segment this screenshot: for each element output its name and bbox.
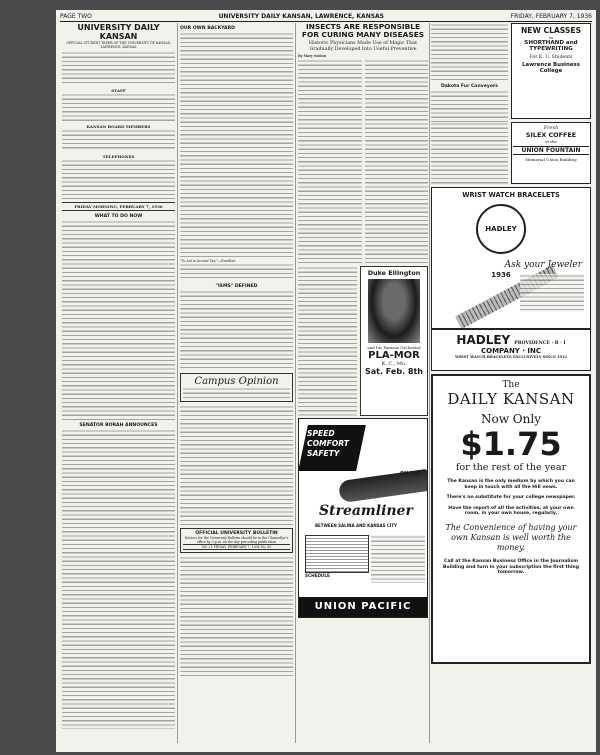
- schedule-table: [305, 535, 369, 573]
- kansan-para-3: Have the report of all the activities, at your own room, in your own house, regularly.: [448, 505, 574, 517]
- bulletin-subtitle: Notices for the University Bulletin should be in the Chancellor's office by 3 p.m. on the day preceding publication: [184, 536, 289, 545]
- kansan-price: $1.75: [460, 425, 562, 463]
- ellington-ad: [360, 266, 428, 416]
- new-classes: NEW CLASSES: [520, 26, 582, 35]
- ellington-orchestra: and his Famous Orchestra: [367, 345, 421, 351]
- kansan-para-1: The Kansan is the only medium by which you can keep in touch with all the Hill news.: [447, 479, 575, 490]
- masthead: UNIVERSITY DAILY KANSAN: [77, 23, 160, 41]
- hadley-badge: HADLEY 1936: [476, 204, 526, 254]
- ellington-name: Duke Ellington: [367, 269, 421, 278]
- silex-label: SILEX COFFEE: [525, 131, 577, 139]
- page-header: [60, 12, 592, 22]
- memorial-union: Memorial Union Building: [525, 157, 577, 162]
- shorthand: SHORTHAND and TYPEWRITING: [524, 40, 578, 53]
- kansan-now-only: Now Only: [481, 412, 541, 426]
- hadley-name: HADLEY: [456, 333, 511, 347]
- in-word: in: [549, 35, 553, 40]
- telephones-heading: TELEPHONES: [102, 154, 135, 159]
- backyard-headline: OUR OWN BACKYARD: [180, 26, 235, 31]
- for-ku: For K. U. Students: [529, 54, 573, 60]
- page-number: PAGE TWO: [60, 13, 92, 20]
- bulletin-box: [180, 528, 293, 553]
- ask-jeweler: Ask your Jeweler: [504, 260, 582, 270]
- newspaper-page: [56, 10, 596, 752]
- insects-headline: INSECTS ARE RESPONSIBLE FOR CURING MANY DISEASES: [301, 23, 425, 40]
- paper-title: UNIVERSITY DAILY KANSAN, LAWRENCE, KANSAS: [218, 13, 385, 20]
- kansan-rest-of-year: for the rest of the year: [455, 462, 567, 473]
- union-pacific-ad: [298, 418, 428, 618]
- kansan-call: Call at the Kansan Business Office in the Journalism Building and turn in your subscription the first thing tomorrow.: [442, 558, 580, 576]
- kansan-para-2: There's no substitute for your college newspaper.: [446, 495, 576, 501]
- editorial-body: [62, 220, 175, 420]
- hadley-ad: [431, 187, 591, 371]
- train-route: BETWEEN SALINA AND KANSAS CITY: [315, 523, 397, 529]
- staff-heading: STAFF: [111, 88, 126, 93]
- editorial-headline: WHAT TO DO NOW: [94, 214, 143, 219]
- bulletin-title: OFFICIAL UNIVERSITY BULLETIN: [195, 531, 278, 537]
- feature-column: [298, 23, 428, 743]
- board-heading: KANSAN BOARD MEMBERS: [86, 124, 151, 129]
- kansan-slogan: The Convenience of having your own Kansan is well worth the money.: [445, 522, 577, 552]
- watch-title: WRIST WATCH BRACELETS: [462, 191, 560, 199]
- schedule-label: SCHEDULE: [305, 573, 330, 579]
- at-the: at the: [545, 139, 557, 144]
- fur-headline: Dakota Fur Conveyors: [441, 84, 498, 89]
- ellington-venue: PLA-MOR: [368, 350, 420, 362]
- business-college-ad: [511, 23, 591, 119]
- ellington-photo: [368, 279, 420, 343]
- opinion-column: [180, 23, 293, 743]
- byline: By Mary Sutton: [298, 54, 326, 59]
- editorial2-body: [62, 429, 175, 729]
- issue-date: FRIDAY, FEBRUARY 7, 1936: [510, 13, 592, 20]
- college-name: Lawrence Business College: [522, 61, 580, 75]
- fresh-label: Fresh: [543, 125, 559, 131]
- kansan-title: DAILY KANSAN: [447, 390, 575, 408]
- kansan-subscription-ad: [431, 374, 591, 664]
- masthead-subtitle: OFFICIAL STUDENT PAPER OF THE UNIVERSITY OF KANSAS, LAWRENCE, KANSAS: [66, 41, 171, 49]
- fur-article: [431, 23, 508, 119]
- isms-headline: "ISMS" DEFINED: [215, 284, 258, 290]
- hadley-footer: WRIST WATCH BRACELETS EXCLUSIVELY SINCE 1912: [454, 355, 568, 359]
- staff-listing: [62, 51, 175, 85]
- ellington-city: K. C., Mo.: [381, 361, 407, 368]
- editorial2-headline: SENATOR BORAH ANNOUNCES: [79, 423, 158, 428]
- silex-coffee-ad: [511, 122, 591, 184]
- campus-opinion-title: Campus Opinion: [194, 376, 279, 388]
- editorial-column: [62, 23, 175, 743]
- hadley-city: PROVIDENCE · R · I: [514, 341, 566, 346]
- campus-opinion-box: [180, 373, 293, 402]
- ellington-date: Sat. Feb. 8th: [364, 367, 423, 377]
- train-on-the: ON THE: [399, 471, 421, 478]
- bulletin-volume: Vol. 21 FRIDAY, FEBRUARY 7, 1936 No. 83: [183, 544, 290, 550]
- dateline: FRIDAY MORNING, FEBRUARY 7, 1936: [62, 202, 175, 211]
- union-fountain: UNION FOUNTAIN: [513, 146, 589, 155]
- tax-quote: "To Aid in Income Tax,"—Headline: [180, 259, 236, 263]
- ads-column: [431, 23, 591, 751]
- kansan-the: The: [502, 380, 520, 390]
- union-pacific-banner: UNION PACIFIC: [299, 597, 427, 617]
- train-tagline: SPEED COMFORT SAFETY: [307, 429, 349, 459]
- insects-subhead: Historic Physicians Made Use of Magic That Gradually Developed Into Useful Preventive: [308, 41, 418, 52]
- train-name: Streamliner: [319, 503, 413, 520]
- hadley-company: COMPANY · INC: [480, 347, 542, 355]
